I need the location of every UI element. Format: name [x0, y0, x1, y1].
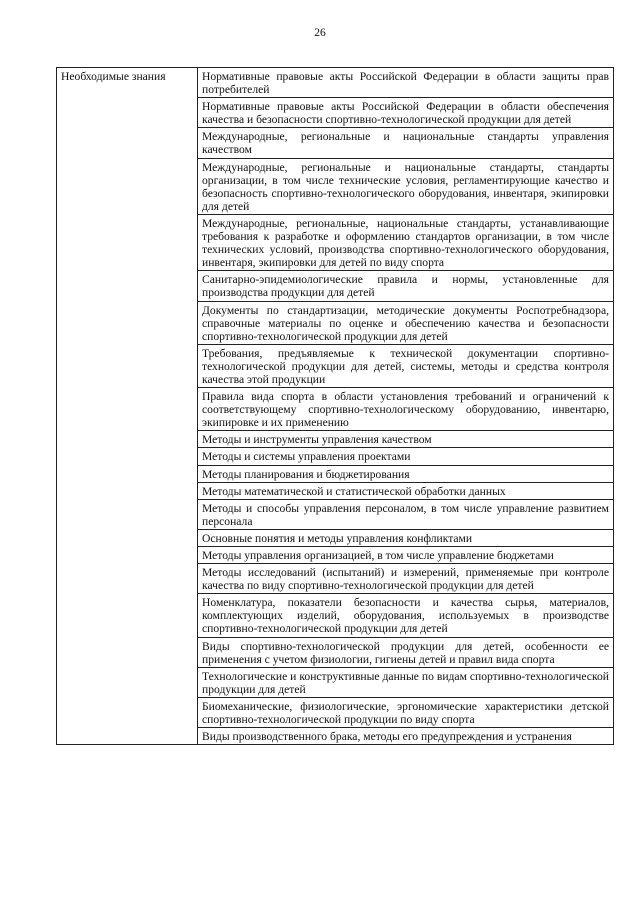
knowledge-item: Методы планирования и бюджетирования [198, 465, 614, 482]
knowledge-item: Нормативные правовые акты Российской Федерации в области защиты прав потребителей [198, 68, 614, 98]
section-label: Необходимые знания [57, 68, 198, 745]
knowledge-item: Нормативные правовые акты Российской Федерации в области обеспечения качества и безопасности спортивно-технологической продукции для детей [198, 98, 614, 128]
knowledge-item: Основные понятия и методы управления конфликтами [198, 529, 614, 546]
knowledge-item: Номенклатура, показатели безопасности и качества сырья, материалов, комплектующих изделий, оборудования, используемых в производстве спортивно-технологической продукции для детей [198, 594, 614, 637]
knowledge-item: Виды производственного брака, методы его предупреждения и устранения [198, 728, 614, 745]
knowledge-item: Методы математической и статистической обработки данных [198, 482, 614, 499]
knowledge-item: Методы и способы управления персоналом, в том числе управление развитием персонала [198, 499, 614, 529]
knowledge-item: Требования, предъявляемые к технической документации спортивно-технологической продукции для детей, системы, методы и средства контроля качества этой продукции [198, 344, 614, 387]
knowledge-item: Методы исследований (испытаний) и измерений, применяемые при контроле качества по виду спортивно-технологической продукции для детей [198, 564, 614, 594]
knowledge-item: Документы по стандартизации, методические документы Роспотребнадзора, справочные материалы по оценке и обеспечению качества и безопасности спортивно-технологической продукции для детей [198, 301, 614, 344]
knowledge-item: Методы и инструменты управления качеством [198, 431, 614, 448]
knowledge-item: Технологические и конструктивные данные по видам спортивно-технологической продукции для детей [198, 667, 614, 697]
knowledge-item: Методы управления организацией, в том числе управление бюджетами [198, 547, 614, 564]
knowledge-item: Международные, региональные и национальные стандарты, стандарты организации, в том числе технические условия, регламентирующие качество и безопасность спортивно-технологического оборудования, инвентаря, экипировки для детей [198, 158, 614, 214]
knowledge-item: Виды спортивно-технологической продукции для детей, особенности ее применения с учетом физиологии, гигиены детей и правил вида спорта [198, 637, 614, 667]
knowledge-item: Международные, региональные и национальные стандарты управления качеством [198, 128, 614, 158]
knowledge-table [56, 67, 614, 745]
page-number: 26 [314, 27, 326, 39]
knowledge-item: Биомеханические, физиологические, эргономические характеристики детской спортивно-технологической продукции по виду спорта [198, 697, 614, 727]
table-row [57, 68, 614, 98]
knowledge-item: Санитарно-эпидемиологические правила и нормы, установленные для производства продукции для детей [198, 271, 614, 301]
knowledge-item: Правила вида спорта в области установления требований и ограничений к соответствующему спортивно-технологическому оборудованию, инвентарю, экипировке и их применению [198, 388, 614, 431]
knowledge-item: Международные, региональные, национальные стандарты, устанавливающие требования к разработке и оформлению стандартов организации, в том числе технических условий, производства спортивно-технологического оборудования, инвентаря, экипировки для детей по виду спорта [198, 214, 614, 270]
knowledge-item: Методы и системы управления проектами [198, 448, 614, 465]
